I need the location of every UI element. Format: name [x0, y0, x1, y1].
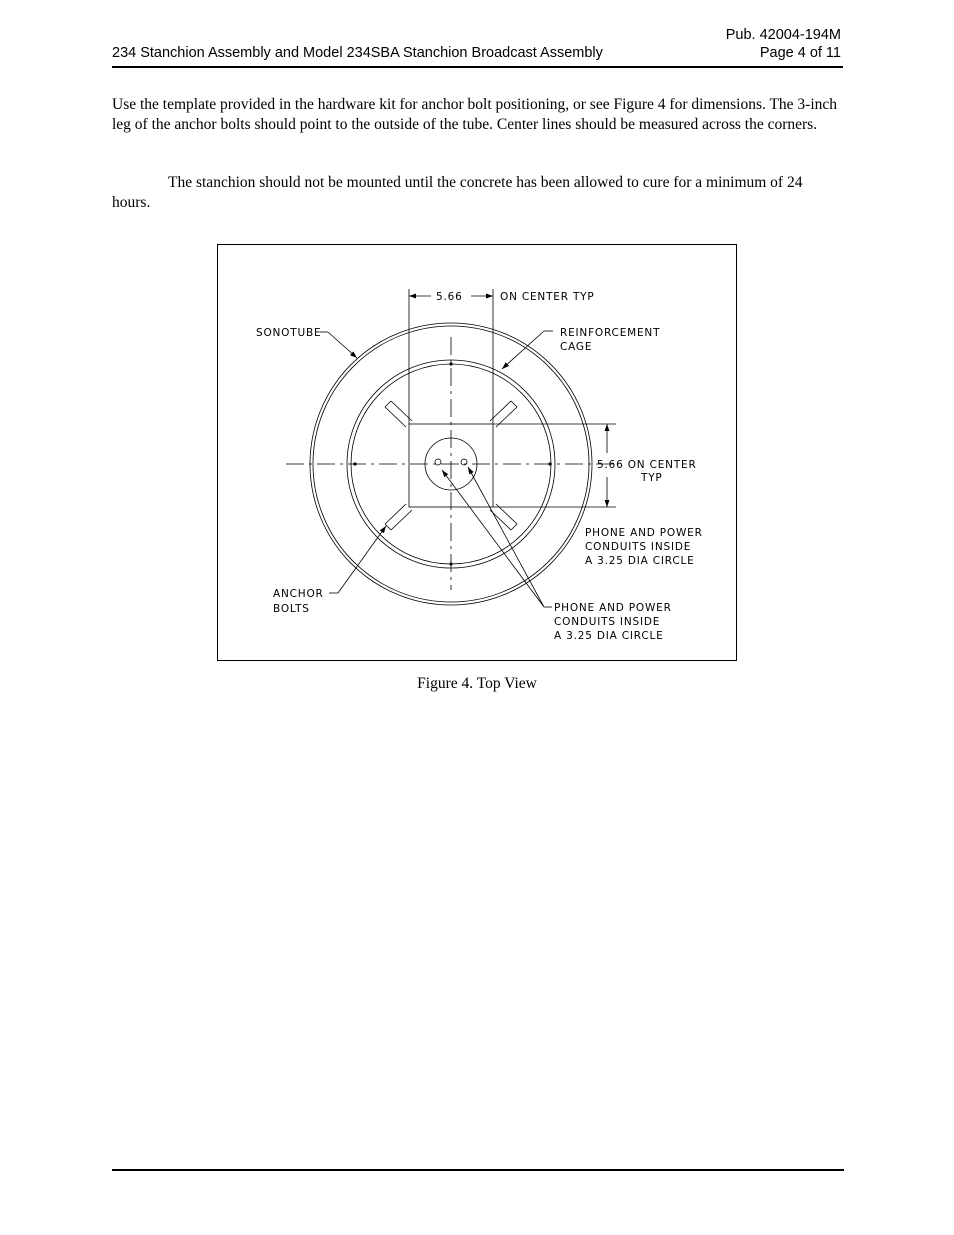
top-dim-note: ON CENTER TYP — [500, 291, 595, 303]
top-dim-value: 5.66 — [436, 291, 463, 303]
sonotube-leader — [320, 332, 357, 358]
page-number: Page 4 of 11 — [759, 45, 841, 61]
side-dim-line-1: 5.66 ON CENTER — [597, 459, 697, 471]
figure-top-view — [217, 244, 737, 661]
reinforcement-label-2: CAGE — [560, 341, 593, 353]
publication-number: Pub. 42004-194M — [725, 27, 841, 43]
anchor-label-1: ANCHOR — [273, 588, 324, 600]
conduits-a-line-1: PHONE AND POWER — [585, 527, 703, 539]
conduits-b-line-1: PHONE AND POWER — [554, 602, 672, 614]
conduits-b-leaders — [442, 467, 552, 607]
anchor-leader — [329, 526, 386, 593]
anchor-label-2: BOLTS — [273, 603, 310, 615]
top-view-drawing — [218, 245, 736, 660]
side-dim-line-2: TYP — [641, 472, 663, 484]
footer-rule — [112, 1169, 844, 1171]
conduits-a-line-2: CONDUITS INSIDE — [585, 541, 692, 553]
page-header — [112, 26, 843, 68]
center-lines — [286, 337, 616, 590]
document-title: 234 Stanchion Assembly and Model 234SBA Stanchion Broadcast Assembly — [112, 45, 603, 61]
conduits-a-line-3: A 3.25 DIA CIRCLE — [585, 555, 695, 567]
conduits-b-line-2: CONDUITS INSIDE — [554, 616, 661, 628]
conduits-b-line-3: A 3.25 DIA CIRCLE — [554, 630, 664, 642]
paragraph-anchor-bolts: Use the template provided in the hardware kit for anchor bolt positioning, or see Figure 4 for dimensions. The 3-inch leg of the anchor bolts should point to the outside of the tube. Center lines should be measured across the corners. — [112, 96, 838, 133]
figure-caption: Figure 4. Top View — [417, 675, 537, 692]
paragraph-curing: The stanchion should not be mounted until the concrete has been allowed to cure for a minimum of 24 hours. — [112, 174, 803, 211]
reinforcement-label-1: REINFORCEMENT — [560, 327, 661, 339]
sonotube-label: SONOTUBE — [256, 327, 322, 339]
